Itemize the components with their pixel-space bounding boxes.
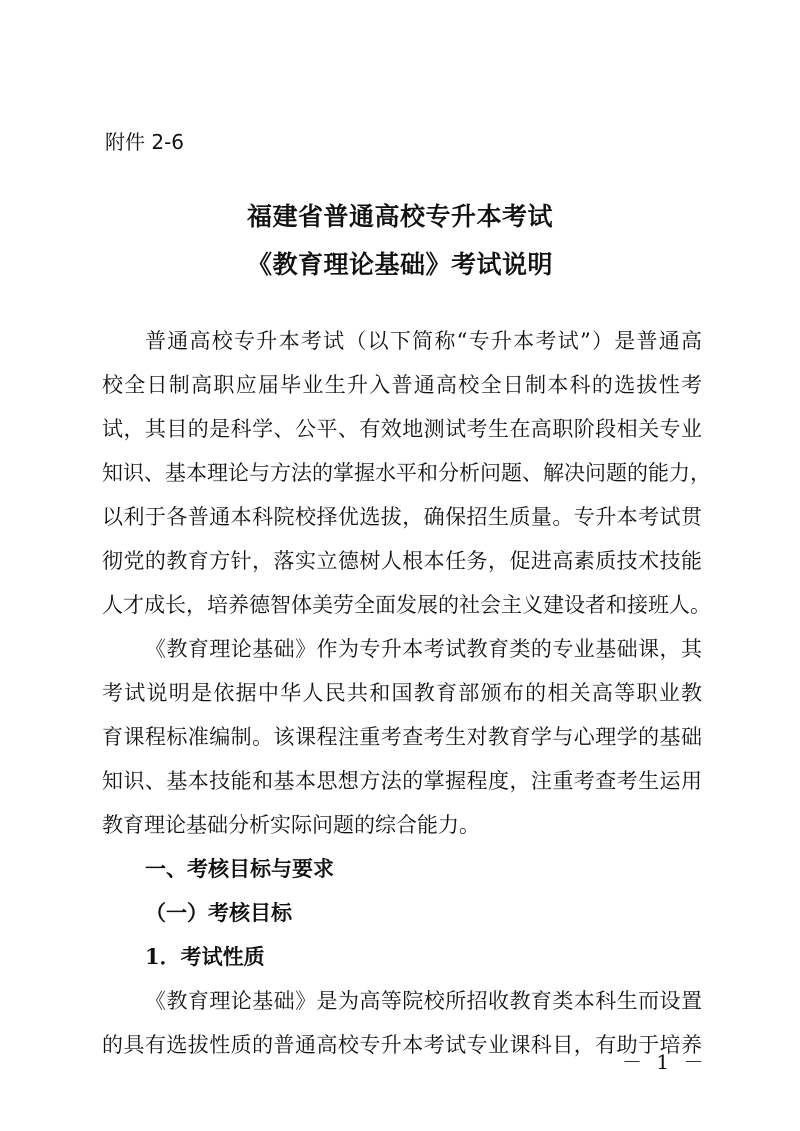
body-text-line: 《教育理论基础》作为专升本考试教育类的专业基础课，其 xyxy=(145,637,702,661)
body-text-line: 知识、基本技能和基本思想方法的掌握程度，注重考查考生运用 xyxy=(102,769,702,793)
page-number: － 1 － xyxy=(622,1050,708,1074)
body-text-line: 的具有选拔性质的普通高校专升本考试专业课科目，有助于培养 xyxy=(102,1033,702,1057)
body-text-line: 校全日制高职应届毕业生升入普通高校全日制本科的选拔性考 xyxy=(102,373,702,397)
body-text-line: 教育理论基础分析实际问题的综合能力。 xyxy=(102,813,480,837)
body-text-line: 考试说明是依据中华人民共和国教育部颁布的相关高等职业教 xyxy=(102,681,702,705)
section-heading: 一、考核目标与要求 xyxy=(145,856,334,881)
body-text-line: 人才成长，培养德智体美劳全面发展的社会主义建设者和接班人。 xyxy=(102,593,711,617)
body-text-line: 彻党的教育方针，落实立德树人根本任务，促进高素质技术技能 xyxy=(102,549,702,573)
numbered-heading: 1．考试性质 xyxy=(145,944,265,969)
body-text-line: 以利于各普通本科院校择优选拔，确保招生质量。专升本考试贯 xyxy=(102,505,702,529)
body-text-line: 知识、基本理论与方法的掌握水平和分析问题、解决问题的能力， xyxy=(102,461,711,485)
body-text-line: 试，其目的是科学、公平、有效地测试考生在高职阶段相关专业 xyxy=(102,417,702,441)
document-title-line-1: 福建省普通高校专升本考试 xyxy=(246,202,553,231)
body-text-line: 普通高校专升本考试（以下简称“专升本考试”）是普通高 xyxy=(145,329,702,353)
document-title-line-2: 《教育理论基础》考试说明 xyxy=(246,250,553,279)
subsection-heading: （一）考核目标 xyxy=(145,900,292,925)
body-text-line: 育课程标准编制。该课程注重考查考生对教育学与心理学的基础 xyxy=(102,725,702,749)
body-text-line: 《教育理论基础》是为高等院校所招收教育类本科生而设置 xyxy=(145,989,702,1013)
attachment-label: 附件 2-6 xyxy=(105,130,185,154)
